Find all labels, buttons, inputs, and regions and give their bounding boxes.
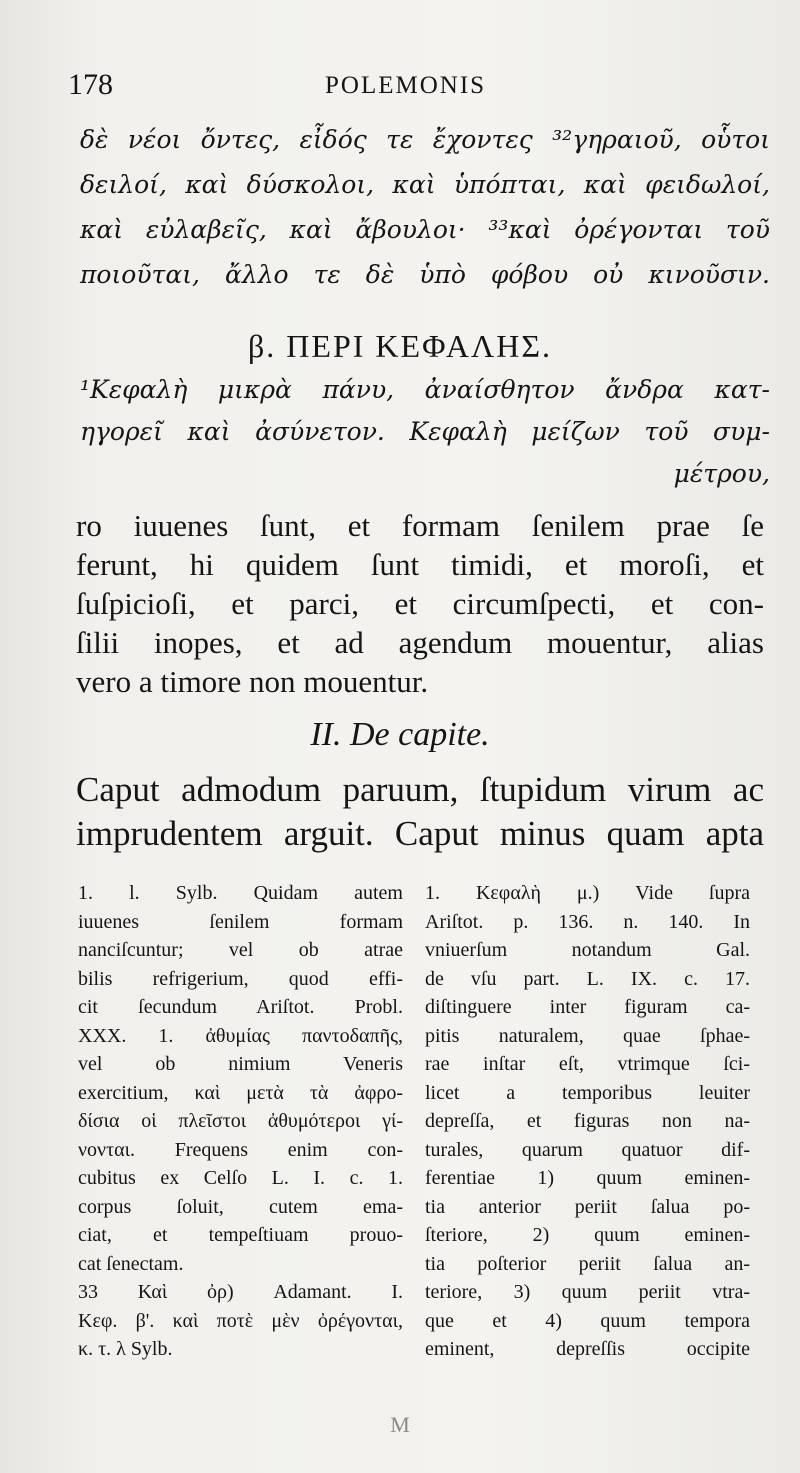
note-line: 33 Καὶ ὀρ) Adamant. I. <box>78 1281 403 1303</box>
note-line: diſtinguere inter figuram ca- <box>425 996 750 1018</box>
note-line: depreſſa, et figuras non na- <box>425 1110 750 1132</box>
latin-section-heading: II. De capite. <box>310 716 490 753</box>
note-line: κ. τ. λ Sylb. <box>78 1338 173 1360</box>
running-title: POLEMONIS <box>325 72 487 99</box>
page-number: 178 <box>68 68 113 101</box>
latin-line: imprudentem arguit. Caput minus quam apta <box>76 814 764 853</box>
greek-line: ποιοῦται, ἄλλο τε δὲ ὑπὸ φόβου οὐ κινοῦσιν. <box>80 260 770 289</box>
note-line: exercitium, καὶ μετὰ τὰ ἀφρο- <box>78 1081 403 1104</box>
greek-line: δὲ νέοι ὄντες, εἶδός τε ἔχοντες ³²γηραιοῦ, οὗτοι <box>80 125 770 154</box>
latin-line: ro iuuenes ſunt, et formam ſenilem prae ſe <box>76 508 764 543</box>
note-line: cubitus ex Celſo L. I. c. 1. <box>78 1167 403 1189</box>
latin-line: ſilii inopes, et ad agendum mouentur, alias <box>76 625 764 660</box>
note-line: eminent, depreſſis occipite <box>425 1338 750 1360</box>
latin-line: ferunt, hi quidem ſunt timidi, et moroſi, et <box>76 547 764 582</box>
note-line: pitis naturalem, quae ſphae- <box>425 1024 750 1047</box>
latin-line: ſuſpicioſi, et parci, et circumſpecti, et con- <box>76 586 764 621</box>
page-header <box>0 64 800 104</box>
note-line: cat ſenectam. <box>78 1252 184 1275</box>
note-line: vniuerſum notandum Gal. <box>425 939 750 961</box>
greek-line: ¹Κεφαλὴ μικρὰ πάνυ, ἀναίσθητον ἄνδρα κατ- <box>80 375 770 404</box>
note-line: ferentiae 1) quum eminen- <box>425 1167 750 1189</box>
note-line: νονται. Frequens enim con- <box>78 1138 403 1161</box>
greek-line: δειλοί, καὶ δύσκολοι, καὶ ὑπόπται, καὶ φειδωλοί, <box>80 170 770 199</box>
note-line: Ariſtot. p. 136. n. 140. In <box>425 910 750 933</box>
note-line: turales, quarum quatuor dif- <box>425 1138 750 1161</box>
latin-paragraph-2 <box>76 770 764 858</box>
note-line: tia poſterior periit ſalua an- <box>425 1252 750 1275</box>
note-line: corpus ſoluit, cutem ema- <box>78 1195 403 1218</box>
note-line: teriore, 3) quum periit vtra- <box>425 1281 750 1303</box>
latin-line: Caput admodum paruum, ſtupidum virum ac <box>76 770 764 809</box>
note-line: 1. l. Sylb. Quidam autem <box>78 882 403 904</box>
note-line: rae inſtar eſt, vtrimque ſci- <box>425 1053 750 1075</box>
catchword: M <box>390 1412 410 1437</box>
note-line: δίσια οἱ πλεῖστοι ἀθυμότεροι γί- <box>78 1110 403 1132</box>
greek-paragraph-2 <box>80 375 770 501</box>
note-line: que et 4) quum tempora <box>425 1309 750 1332</box>
note-line: de vſu part. L. IX. c. 17. <box>425 967 750 990</box>
note-line: iuuenes ſenilem formam <box>78 910 403 933</box>
note-line: 1. Κεφαλὴ μ.) Vide ſupra <box>425 882 750 904</box>
greek-line: ηγορεῖ καὶ ἀσύνετον. Κεφαλὴ μείζων τοῦ συμ- <box>80 417 770 446</box>
greek-line: καὶ εὐλαβεῖς, καὶ ἄβουλοι· ³³καὶ ὀρέγονται τοῦ <box>80 215 770 244</box>
note-line: ciat, et tempeſtiuam prouo- <box>78 1224 403 1246</box>
note-line: Κεφ. β'. καὶ ποτὲ μὲν ὀρέγονται, <box>78 1309 403 1332</box>
latin-paragraph <box>76 508 764 703</box>
latin-line: vero a timore non mouentur. <box>76 664 429 699</box>
note-line: bilis refrigerium, quod effi- <box>78 967 403 990</box>
note-line: XXX. 1. ἀθυμίας παντοδαπῆς, <box>78 1024 403 1047</box>
note-line: vel ob nimium Veneris <box>78 1053 403 1075</box>
note-line: tia anterior periit ſalua po- <box>425 1195 750 1218</box>
greek-paragraph <box>80 125 770 305</box>
note-line: nanciſcuntur; vel ob atrae <box>78 939 403 961</box>
greek-section-heading: β. ΠΕΡΙ ΚΕΦΑΛΗΣ. <box>248 328 552 364</box>
note-line: licet a temporibus leuiter <box>425 1081 750 1104</box>
greek-line: μέτρου, <box>673 459 770 488</box>
note-line: ſteriore, 2) quum eminen- <box>425 1224 750 1246</box>
note-line: cit ſecundum Ariſtot. Probl. <box>78 996 403 1018</box>
footnotes-right-column <box>425 882 750 1367</box>
footnotes-left-column <box>78 882 403 1367</box>
